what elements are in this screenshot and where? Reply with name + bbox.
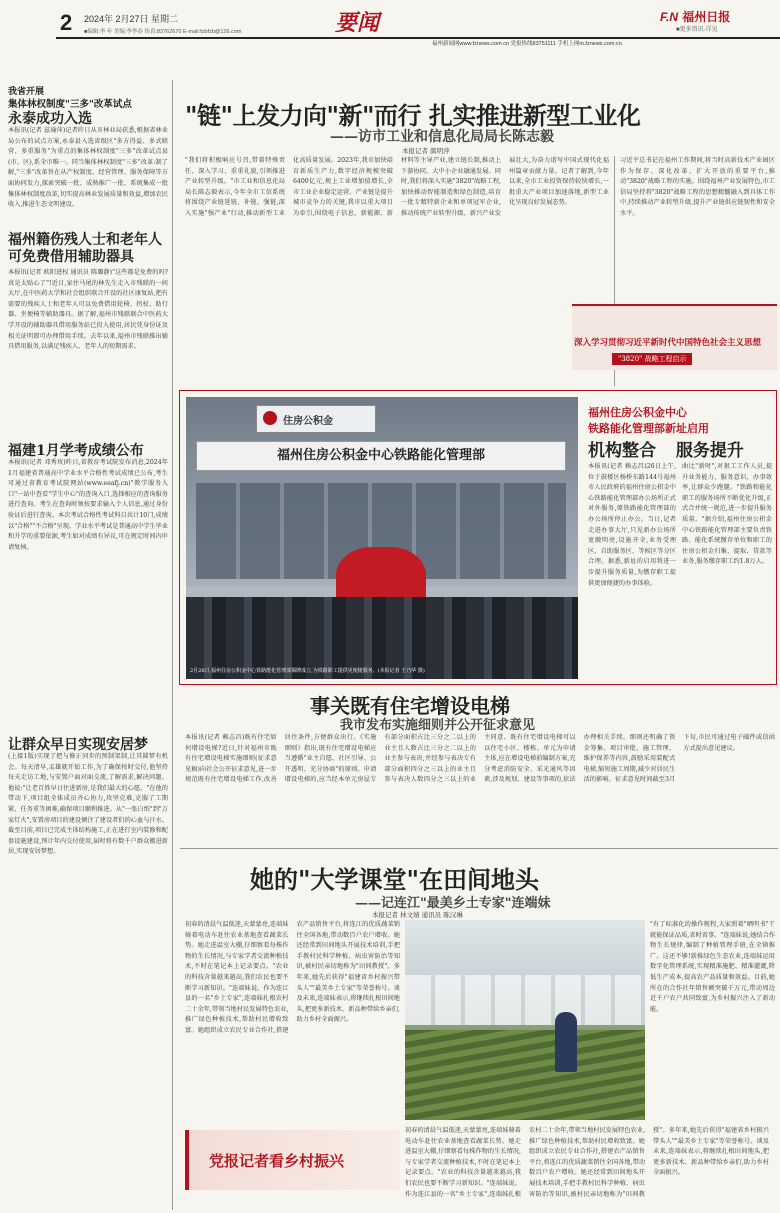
theory-banner	[572, 304, 777, 370]
elevator-body: 本报讯(记者 赖志昌)既有住宅如何增设电梯?近日,针对福州市既有住宅增设电梯实施细则(征求意见稿)向社会公开征求意见,进一步规范既有住宅增设电梯工作,改善居住条件,方便群众出行。《实施细则》指出,既有住宅增设电梯应当遵循"业主自愿、社区引导、公开透明、充分协商"的原则。申请增设电梯的,应当经本单元房屋专有部分面积占比三分之二以上的业主且人数占比三分之二以上的业主参与表决,并经参与表决专有部分面积四分之三以上的业主且参与表决人数四分之三以上的业主同意。既有住宅增设电梯可以以住宅小区、楼栋、单元为申请主体,应在增设电梯前编制方案,充分考虑消防安全、采光通风等因素,涉及规划、建设等事项的,依法办理相关手续。细则还明确了资金筹集、项目审批、施工管理、维护保养等内容,鼓励采用装配式电梯,缩短施工周期,减少对居民生活的影响。征求意见时间截至3月下旬,市民可通过电子邮件或信函方式提出意见建议。	[185, 734, 775, 784]
article-forestry-title1: 集体林权制度"三多"改革试点	[8, 99, 132, 110]
college-body-bottom: 初春的清晨气温低迷,天蒙蒙亮,连端妹骑着电动车赶往农业基地查看蔬菜长势。她走进温室大棚,仔细察看每株作物的生长情况,与专家学者交流种植技术,不时在笔记本上记录要点。"农业的科技含量越来越高,我们农民也要不断学习新知识。"连端妹说。作为连江县的一名"乡土专家",连端妹扎根农村二十余年,带领当地村民发展特色农业,推广绿色种植技术,帮助村民增收致富。她组织成立农民专业合作社,搭建农产品销售平台,将连江的优质蔬菜销往全国各地,带动数百户农户增收。她还经常到田间地头开展技术培训,手把手教村民科学种植、病虫害防治等知识,被村民亲切地称为"田间教授"。多年来,她先后获得"福建省乡村振兴带头人""最美乡土专家"等荣誉称号。谈及未来,连端妹表示,将继续扎根田间地头,把更多新技术、新品种带给乡亲们,助力乡村全面振兴。	[405, 1127, 769, 1198]
feature-side-body: 习近平总书记在福州工作期间,将当时高新技术产业园区作为保存、深化改革、扩大开放的重要平台,推动"3820"战略工程的实施。围绕福州产业发展特色,市工信局坚持将"3820"战略工程的思想精髓融入到具体工作中,持续推动产业转型升级,提升产业链供应链韧性和安全水平。	[620, 157, 775, 217]
news-photo	[186, 397, 578, 679]
feature-title: "链"上发力向"新"而行 扎实推进新型工业化	[185, 101, 641, 130]
article-housing-body: (上接1版)实现了把与修正同步的预制架制,让其圆梦有机会。每天清早,孟雄就开始工作,为了确保按时交付,他坚持每天走访工地,与安置户面对面交流,了解需求,解决问题。他说:"让老百姓早日住进新房,是我们最大的心愿。"在他的带动下,项目组全体成员齐心协力,攻坚克难,克服了工期紧、任务重等困难,确保项目顺利推进。从"一张白纸"到"万家灯火",安置房项目的建设倾注了建设者们的心血与汗水。截至目前,项目已完成主体结构施工,正在进行室内装修和配套设施建设,预计年内交付使用,届时将有数千户群众搬进新居,实现安居梦想。	[8, 753, 168, 856]
farmer-figure	[555, 1012, 577, 1072]
gjj-kicker1: 福州住房公积金中心	[588, 406, 687, 419]
feature-subtitle: ——访市工业和信息化局局长陈志毅	[330, 129, 554, 145]
article-exam-body: 本报讯(记者 邓秀玫)昨日,省教育考试院发布消息,2024年1月福建省普通高中学业水平合格性考试成绩已公布,考生可通过省教育考试院网站(www.eeafj.cn)"教学服务入口"一站中查看"学生中心"的查询入口,选择相应的查询服务进行查询。考生在查询时须按要求输入个人信息,通过身份验证后进行查询。本次考试合格性考试科目共计10门,成绩以"合格""不合格"呈现。学业水平考试是普通高中学生毕业和升学的重要依据,考生如对成绩有异议,可在规定时间内申请复核。	[8, 459, 168, 551]
page-header	[0, 0, 780, 38]
elevator-subtitle: 我市发布实施细则并公开征求意见	[340, 718, 536, 733]
article-exam-title: 福建1月学考成绩公布	[8, 443, 144, 459]
article-forestry-kicker: 我省开展	[8, 87, 45, 97]
college-subtitle: ——记连江"最美乡土专家"连端妹	[355, 896, 551, 911]
gjj-body-1: 本报讯(记者 赖志昌)26日上午,位于鼓楼区杨桥东路144号福州市人民政府的福州住房公积金中心铁路能化管理部办公场所正式对外服务,原铁路能化管理部的办公场所停止办公。当日,记者走进办事大厅,只见新办公场所宽敞明亮,设施齐全,业务受理区、自助服务区、等候区等分区合理。据悉,新址的启用将进一步提升服务质量,为缴存职工提供更加便捷的办事体验。	[588, 463, 676, 587]
rural-banner	[185, 1130, 400, 1190]
college-title: 她的"大学课堂"在田间地头	[250, 865, 540, 894]
building-sign-top	[256, 405, 376, 433]
article-aid-title: 福州籍伤残人士和老年人可免费借用辅助器具	[8, 232, 162, 265]
elevator-bottom-rule	[180, 848, 778, 849]
masthead-sub: ■更多资讯·详见	[676, 27, 718, 33]
rural-banner-text: 党报记者看乡村振兴	[209, 1152, 345, 1170]
building-sign-small: 住房公积金	[283, 416, 333, 427]
header-rule	[56, 37, 780, 39]
issue-date: 2024年 2月27日 星期二	[84, 14, 179, 24]
house-fund-logo-icon	[263, 411, 277, 425]
gjj-body-2: 曲比"新时",对狠工工作人员,提升业务能力、服务意识、办事效率,让群众少跑腿。"铁路和能化职工的服务场所不断优化升级,正式合并统一规范,进一步提升服务质量。"据介绍,福州住房公积金中心铁路能化管理部主要负责铁路、能化系统缴存单位和职工的住房公积金归集、提取、贷款等业务,服务缴存职工约1.8万人。	[682, 463, 772, 566]
section-name: 要闻	[335, 10, 380, 36]
gjj-title-a: 机构整合	[588, 441, 656, 461]
theory-banner-sub: "3820" 战略工程启示	[612, 353, 692, 365]
college-body-right: "有了标准化的操作规程,大家照着"晒明书"干就能保证品质,省时省事。"连端妹说,她结合作物生长规律,编制了种植管理手册,在全镇推广。这还不够!新推绿色生态农业,连端妹运用数字化管理系统,实现精准施肥、精准灌溉,降低生产成本,提高农产品质量和效益。目前,她所在的合作社年销售额突破千万元,带动周边近千户农户共同致富,为乡村振兴注入了新动能。	[650, 921, 775, 1013]
building-sign-main: 福州住房公积金中心铁路能化管理部	[196, 441, 566, 471]
fn-logo-icon: F.N	[660, 10, 678, 24]
feature-byline: 本报记者 颜明萍	[402, 147, 450, 155]
elevator-title: 事关既有住宅增设电梯	[310, 694, 510, 718]
college-byline: 本报记者 林文婧 通讯员 陈汉琳	[372, 911, 463, 919]
left-column-divider	[172, 80, 173, 1210]
site-info: 福州新闻网www.fznews.com.cn 党报热线83751111 手机上网m.fznews.com.cn	[432, 41, 622, 47]
page-number: 2	[60, 10, 73, 35]
masthead-name: 福州日报	[682, 10, 731, 24]
photo-caption: 2月26日,福州住房公积金中心铁路能化管理部揭牌成立,为铁路职工提供更便捷服务。(本报记者 王乃华 摄)	[190, 668, 425, 674]
gjj-title	[588, 436, 744, 461]
article-housing-title: 让群众早日实现安居梦	[8, 737, 148, 753]
greenhouse	[405, 975, 645, 1025]
article-aid-body: 本报讯(记者 欧阳进权 通讯员 陈璐静)"这些都是免费的吗?真是太贴心了"!近日,家住马尾的林先生走入市残联的一间大厅,在中医药大学和社会组织联合开设的社区康复站,把有需要的残疾人士和老年人可以免费借用轮椅、拐杖、助行器、坐便椅等辅助器具。据了解,福州市残联联合中医药大学开设的辅助器具借用服务站已投入使用,居民凭身份证及相关证明即可办理借用手续。去年以来,福州市残联推出辅具借用服务,以满足残疾人、老年人的短期需求。	[8, 269, 168, 351]
article-forestry-body: 本报讯(记者 兹瑜萍)记者昨日从市林业局获悉,根据省林业局公布的试点方案,永泰县入选省级区"多方得益、多式联营、多重服务"为重点的集体林权制度"三多"改革试点县(市、区),系全市唯一。同当集体林权制度"三多"改革:制了解,"三多"改革旨在从产权制度、经营管理、服务保障等方面协同发力,探索突破一批、成熟推广一批、系统集成一批集体林权制度改革,切实提高林业发展质量和效益,增加农民收入,推进生态文明建设。	[8, 127, 168, 209]
masthead-logo	[660, 8, 730, 25]
field-photo	[405, 920, 645, 1120]
college-body-left: 初春的清晨气温低迷,天蒙蒙亮,连端妹骑着电动车赶往农业基地查看蔬菜长势。她走进温室大棚,仔细察看每株作物的生长情况,与专家学者交流种植技术,不时在笔记本上记录要点。"农业的科技含量越来越高,我们农民也要不断学习新知识。"连端妹说。作为连江县的一名"乡土专家",连端妹扎根农村二十余年,带领当地村民发展特色农业,推广绿色种植技术,帮助村民增收致富。她组织成立农民专业合作社,搭建农产品销售平台,将连江的优质蔬菜销往全国各地,带动数百户农户增收。她还经常到田间地头开展技术培训,手把手教村民科学种植、病虫害防治等知识,被村民亲切地称为"田间教授"。多年来,她先后获得"福建省乡村振兴带头人""最美乡土专家"等荣誉称号。谈及未来,连端妹表示,将继续扎根田间地头,把更多新技术、新品种带给乡亲们,助力乡村全面振兴。	[185, 921, 400, 1034]
gjj-kicker2: 铁路能化管理部新址启用	[588, 422, 709, 435]
crop-rows	[405, 1030, 645, 1120]
article-forestry-title2: 永泰成功入选	[8, 111, 92, 127]
feature-body: "我们将积极响应号召,带着特殊责任、深入学习、重重礼貌,引领推进产业转型升级。"市工业和信息化局局长陈志毅表示,今年全市工信系统将围绕产业链延链、补链、强链,深入实施"强产业"行动,推动新型工业化高质量发展。2023年,我市加快培育新质生产力,数字经济规模突破6400亿元,规上工业增加值增长,全市工业企业稳定运营。产业链是提升城市竞争力的关键,我市以重大项目为牵引,围绕电子信息、新能源、新材料等主导产业,建立链长制,推动上下游协同、大中小企业融通发展。同时,我们将深入实施"3820"战略工程,加快推动智能制造和绿色制造,培育一批专精特新企业和单项冠军企业,推动传统产业转型升级、新兴产业发展壮大,为奋力谱写中国式现代化福州篇章贡献力量。记者了解到,今年以来,全市工业投资保持较快增长,一批重大产业项目加速落地,新型工业化呈现良好发展态势。	[185, 157, 609, 217]
editors-line: ■编辑:李 年 美编:李李春 传真:83762670 E-mail:fzbfzb@126.com	[84, 29, 242, 35]
theory-banner-main: 深入学习贯彻习近平新时代中国特色社会主义思想	[574, 338, 762, 348]
gjj-title-b: 服务提升	[675, 441, 744, 461]
